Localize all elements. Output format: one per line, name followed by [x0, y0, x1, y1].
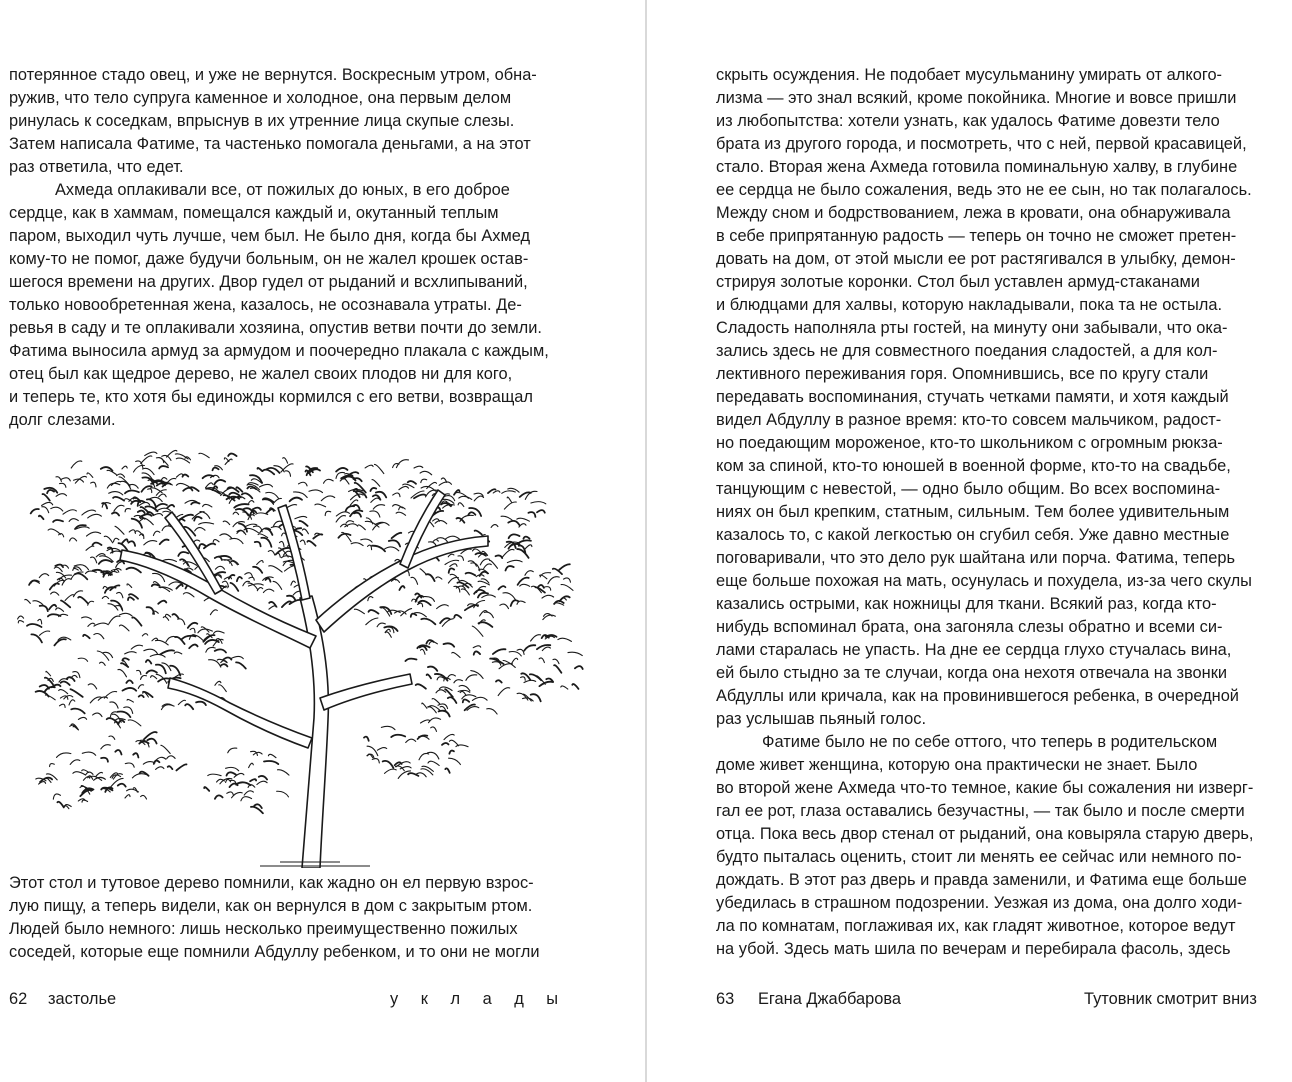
right-text-line: дождать. В этот раз дверь и правда заменили, и Фатима еще больше: [716, 871, 1247, 889]
left-page-text-bottom: [9, 872, 589, 964]
right-running-head: Тутовник смотрит вниз: [1084, 990, 1257, 1008]
right-text-line: раз услышав пьяный голос.: [716, 710, 927, 728]
right-text-line: но поедающим мороженое, кто-то школьником с огромным рюкза-: [716, 434, 1223, 452]
right-text-line: гал ее рот, глаза оставались безучастны, — так было и после смерти: [716, 802, 1245, 820]
left-top-text-line: ружив, что тело супруга каменное и холодное, она первым делом: [9, 89, 512, 107]
right-text-line: стало. Вторая жена Ахмеда готовила поминальную халву, в глубине: [716, 158, 1238, 176]
right-text-line: казались острыми, как ножницы для ткани. Всякий раз, когда кто-: [716, 595, 1217, 613]
left-top-text-line: паром, выходил чуть лучше, чем был. Не было дня, когда бы Ахмед: [9, 227, 531, 245]
left-bottom-text-line: лую пищу, а теперь видели, как он вернулся в дом с закрытым ртом.: [9, 897, 533, 915]
right-text-line: ниях он был крепким, статным, сильным. Тем более удивительным: [716, 503, 1230, 521]
right-text-line: зались здесь не для совместного поедания сладостей, а для кол-: [716, 342, 1218, 360]
left-bottom-text-line: соседей, которые еще помнили Абдуллу ребенком, и то они не могли: [9, 943, 540, 961]
left-top-text-line: долг слезами.: [9, 411, 116, 429]
left-top-text-line: ревья в саду и те оплакивали хозяина, опустив ветви почти до земли.: [9, 319, 542, 337]
left-top-text-line: потерянное стадо овец, и уже не вернутся. Воскресным утром, обна-: [9, 66, 537, 84]
right-text-line: передавать воспоминания, стучать четками памяти, и хотя каждый: [716, 388, 1229, 406]
tree-branches: [120, 490, 488, 868]
left-top-text-line: только новообретенная жена, казалось, не осознавала утраты. Де-: [9, 296, 522, 314]
right-text-line: еще больше похожая на мать, осунулась и похудела, из-за чего скулы: [716, 572, 1252, 590]
right-text-line: отца. Пока весь двор стенал от рыданий, она ковыряла старую дверь,: [716, 825, 1254, 843]
right-text-line: Фатиме было не по себе оттого, что теперь в родительском: [762, 733, 1218, 751]
left-top-text-line: сердце, как в хаммам, помещался каждый и, окутанный теплым: [9, 204, 499, 222]
right-text-line: довать на дом, от этой мысли ее рот растягивался в улыбку, демон-: [716, 250, 1236, 268]
right-text-line: во второй жене Ахмеда что-то темное, какие бы сожаления ни изверг-: [716, 779, 1254, 797]
right-page: [647, 0, 1292, 1082]
mulberry-tree-illustration-icon: [10, 448, 595, 868]
right-text-line: и блюдцами для халвы, которую накладывали, пока та не остыла.: [716, 296, 1223, 314]
left-running-head: уклады: [390, 990, 581, 1008]
right-text-line: стрируя золотые коронки. Стол был уставлен армуд-стаканами: [716, 273, 1200, 291]
right-page-number: 63: [716, 990, 735, 1008]
left-top-text-line: раз ответила, что едет.: [9, 158, 184, 176]
right-text-line: убедилась в страшном подозрении. Уезжая из дома, она долго ходи-: [716, 894, 1243, 912]
right-text-line: нибудь вспоминал брата, она загоняла слезы обратно и всеми си-: [716, 618, 1223, 636]
right-text-line: Между сном и бодрствованием, лежа в кровати, она обнаруживала: [716, 204, 1231, 222]
right-text-line: поговаривали, что это дело рук шайтана или порча. Фатима, теперь: [716, 549, 1236, 567]
right-text-line: ла по комнатам, поглаживая их, как гладят животное, которое ведут: [716, 917, 1236, 935]
right-text-line: ее сердца не было сожаления, ведь это не ее сын, но так полагалось.: [716, 181, 1252, 199]
right-text-line: Абдуллы или кричала, как на провинившегося ребенка, в очередной: [716, 687, 1239, 705]
left-top-text-line: Затем написала Фатиме, та частенько помогала деньгами, а на этот: [9, 135, 531, 153]
right-text-line: из любопытства: хотели узнать, как удалось Фатиме довезти тело: [716, 112, 1220, 130]
left-page-text-top: [9, 64, 589, 432]
left-top-text-line: шегося времени на других. Двор гудел от рыданий и всхлипываний,: [9, 273, 528, 291]
right-text-line: скрыть осуждения. Не подобает мусульманину умирать от алкого-: [716, 66, 1223, 84]
left-top-text-line: отец был как щедрое дерево, не жалел своих плодов ни для кого,: [9, 365, 513, 383]
left-top-text-line: кому-то не помог, даже будучи больным, он не жалел крошек остав-: [9, 250, 529, 268]
right-text-line: лективного переживания горя. Опомнившись, все по кругу стали: [716, 365, 1209, 383]
right-text-line: лизма — это знал всякий, кроме покойника. Многие и вовсе пришли: [716, 89, 1237, 107]
right-text-line: ком за спиной, кто-то юношей в военной форме, кто-то на свадьбе,: [716, 457, 1231, 475]
left-top-text-line: Ахмеда оплакивали все, от пожилых до юных, в его доброе: [55, 181, 510, 199]
right-author-name: Егана Джаббарова: [758, 990, 901, 1008]
right-text-line: лами старалась не упасть. На дне ее сердца глухо стучалась вина,: [716, 641, 1232, 659]
left-page: [0, 0, 645, 1082]
right-text-line: брата из другого города, и посмотреть, что с ней, первой красавицей,: [716, 135, 1247, 153]
right-text-line: на убой. Здесь мать шила по вечерам и перебирала фасоль, здесь: [716, 940, 1231, 958]
left-section-title: застолье: [48, 990, 117, 1008]
right-text-line: танцующим с невестой, — одно было общим. Во всех воспомина-: [716, 480, 1221, 498]
right-text-line: видел Абдуллу в разное время: кто-то совсем мальчиком, радост-: [716, 411, 1222, 429]
left-top-text-line: Фатима выносила армуд за армудом и поочередно плакала с каждым,: [9, 342, 549, 360]
left-bottom-text-line: Этот стол и тутовое дерево помнили, как жадно он ел первую взрос-: [9, 874, 534, 892]
right-text-line: Сладость наполняла рты гостей, на минуту они забывали, что ока-: [716, 319, 1228, 337]
right-text-line: ей было стыдно за те случаи, когда она нехотя отвечала на звонки: [716, 664, 1228, 682]
right-page-text: [716, 64, 1291, 961]
left-page-number: 62: [9, 990, 28, 1008]
left-bottom-text-line: Людей было немного: лишь несколько преимущественно пожилых: [9, 920, 518, 938]
left-top-text-line: ринулась к соседкам, впрыснув в их утренние лица скупые слезы.: [9, 112, 515, 130]
right-text-line: будто пыталась оценить, стоит ли менять ее сейчас или немного по-: [716, 848, 1242, 866]
left-top-text-line: и теперь те, кто хотя бы единожды кормился с его ветви, возвращал: [9, 388, 533, 406]
right-text-line: в себе припрятанную радость — теперь он точно не сможет претен-: [716, 227, 1237, 245]
right-text-line: доме живет женщина, которую она практически не знает. Было: [716, 756, 1198, 774]
right-text-line: казалось то, с какой легкостью он сгубил себя. Уже давно местные: [716, 526, 1230, 544]
